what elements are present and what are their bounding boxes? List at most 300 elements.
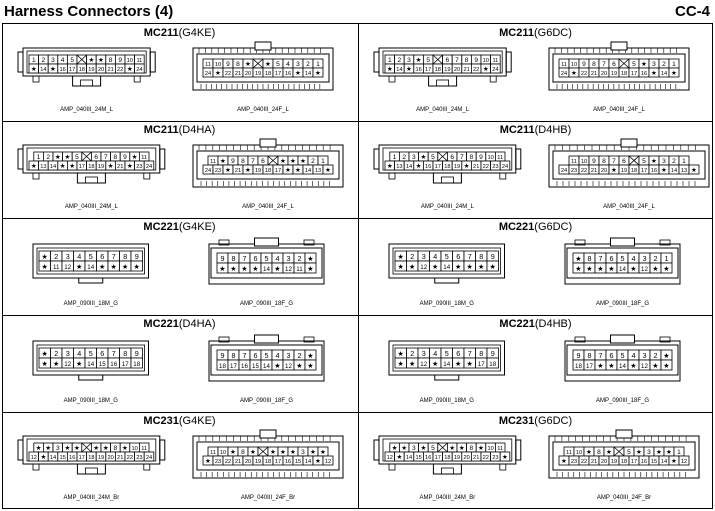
pin-cell <box>634 447 644 456</box>
pin-cell <box>559 165 569 174</box>
pin-cell <box>418 251 430 261</box>
pin-label: 15 <box>415 454 422 461</box>
connector-drawing <box>371 40 514 98</box>
pin-label: ★ <box>432 261 439 271</box>
connector-drawing <box>559 234 686 292</box>
pin-cell <box>283 263 294 273</box>
pin-label: 14 <box>263 362 270 370</box>
pin-cell <box>589 165 599 174</box>
pin-cell <box>67 55 77 64</box>
pin-cell <box>395 452 405 461</box>
pin-cell <box>443 64 453 73</box>
pin-cell <box>74 251 86 261</box>
pin-label: 17 <box>630 458 638 465</box>
pin-label: ★ <box>205 457 211 465</box>
pin-cell <box>433 64 443 73</box>
connector-drawing <box>25 234 157 292</box>
pin-cell <box>53 443 63 452</box>
pin-label: ★ <box>41 261 48 271</box>
pin-cell <box>629 59 639 68</box>
pin-cell <box>629 68 639 77</box>
pin-cell <box>115 161 125 170</box>
pin-cell <box>395 261 407 271</box>
pin-cell <box>63 152 73 161</box>
pin-cell <box>228 350 239 360</box>
pin-cell <box>390 443 400 452</box>
pin-label: ★ <box>41 358 48 368</box>
connector-drawing <box>189 40 337 98</box>
pin-cell <box>689 165 699 174</box>
pin-label: ★ <box>307 253 314 263</box>
female-connector <box>545 137 712 200</box>
pin-label: 4 <box>433 348 438 358</box>
pin-cell <box>669 456 679 465</box>
pin-label: 20 <box>453 66 461 73</box>
pin-cell <box>58 55 68 64</box>
pin-cell <box>486 152 496 161</box>
connector-drawing <box>189 137 347 195</box>
pin-label: 20 <box>97 66 105 73</box>
pin-label: 12 <box>285 362 292 370</box>
pin-cell <box>464 251 476 261</box>
pin-cell <box>467 443 477 452</box>
pin-label: 20 <box>463 454 470 461</box>
pin-label: 3 <box>421 348 426 358</box>
pin-label: ★ <box>652 263 659 273</box>
pin-cell <box>619 165 629 174</box>
pin-label: ★ <box>482 65 489 73</box>
pin-label: 12 <box>420 263 428 271</box>
pin-label: ★ <box>415 56 422 64</box>
pin-label: ★ <box>396 453 403 461</box>
pin-label: 7 <box>467 251 472 261</box>
pin-label: 16 <box>110 360 118 368</box>
connector-drawing <box>545 40 693 98</box>
pin-label: 1 <box>321 157 325 165</box>
pin-cell <box>139 152 149 161</box>
pin-cell <box>125 161 135 170</box>
connector-code: MC231 <box>498 415 535 427</box>
pin-label: 3 <box>642 253 647 263</box>
pin-cell <box>649 456 659 465</box>
pin-cell <box>659 156 669 165</box>
pin-cell <box>609 68 619 77</box>
pin-label: ★ <box>502 453 508 461</box>
pin-cell <box>87 64 97 73</box>
pin-cell <box>217 360 228 370</box>
pin-cell <box>452 161 462 170</box>
pin-label: ★ <box>107 162 114 170</box>
engine-variant: (G6DC) <box>533 27 572 39</box>
pin-cell <box>323 456 333 465</box>
pin-cell <box>74 358 86 368</box>
pin-cell <box>573 350 584 360</box>
pin-cell <box>97 261 109 271</box>
connector-part-label: AMP_090III_18F_G <box>595 398 650 404</box>
pin-cell <box>273 59 283 68</box>
pin-cell <box>395 55 405 64</box>
pin-cell <box>481 161 491 170</box>
pin-label: 8 <box>587 253 592 263</box>
panel-title <box>359 415 712 427</box>
pin-cell <box>409 152 419 161</box>
pin-label: 10 <box>580 158 588 165</box>
pin-cell <box>85 251 97 261</box>
pin-cell <box>250 360 261 370</box>
pin-label: 14 <box>660 70 668 77</box>
pin-label: 19 <box>254 458 262 465</box>
pin-cell <box>253 68 263 77</box>
pin-label: 21 <box>234 70 242 77</box>
pin-label: 6 <box>456 348 461 358</box>
pin-cell <box>318 447 328 456</box>
pin-label: 5 <box>276 60 280 68</box>
pin-label: 11 <box>492 57 499 64</box>
pin-label: 22 <box>224 458 232 465</box>
pin-label: ★ <box>663 350 670 360</box>
male-connector <box>371 428 524 491</box>
connector-drawing <box>25 331 157 389</box>
pin-label: 9 <box>220 350 225 360</box>
connector-panel <box>359 412 712 508</box>
pin-cell <box>606 350 617 360</box>
pin-cell <box>120 348 132 358</box>
pin-cell <box>649 59 659 68</box>
pin-cell <box>243 165 253 174</box>
pin-label: 3 <box>662 157 666 165</box>
pin-cell <box>308 447 318 456</box>
male-connector <box>25 331 157 394</box>
pin-label: 8 <box>469 153 474 161</box>
pin-cell <box>217 350 228 360</box>
pin-label: 17 <box>425 66 432 73</box>
engine-variant: (G4KE) <box>178 221 216 233</box>
pin-cell <box>108 261 120 271</box>
pin-cell <box>491 161 501 170</box>
pin-cell <box>395 358 407 368</box>
pin-label: 8 <box>587 350 592 360</box>
pin-label: 11 <box>205 61 211 68</box>
connector-code: MC211 <box>143 124 179 136</box>
pin-label: 3 <box>51 56 55 64</box>
pin-cell <box>385 55 395 64</box>
pin-cell <box>453 261 465 271</box>
pin-cell <box>51 261 63 271</box>
pin-label: 23 <box>136 163 143 170</box>
pin-label: 3 <box>642 350 647 360</box>
pin-label: 22 <box>482 454 489 461</box>
panel-title <box>3 415 356 427</box>
pin-cell <box>272 253 283 263</box>
pin-label: 14 <box>49 454 57 461</box>
pin-label: 18 <box>88 454 95 461</box>
pin-cell <box>661 263 672 273</box>
pin-cell <box>120 251 132 261</box>
connector-panel <box>359 24 712 120</box>
pin-cell <box>144 161 154 170</box>
pin-label: ★ <box>35 444 42 452</box>
pin-label: 14 <box>87 263 95 271</box>
pin-cell <box>258 156 268 165</box>
pin-label: 19 <box>97 163 105 170</box>
pin-label: 2 <box>297 350 302 360</box>
pin-cell <box>213 59 223 68</box>
pin-cell <box>120 261 132 271</box>
pin-label: 1 <box>672 60 676 68</box>
pin-label: ★ <box>597 263 604 273</box>
pin-cell <box>239 263 250 273</box>
pin-label: 15 <box>59 454 66 461</box>
pin-cell <box>639 263 650 273</box>
pin-cell <box>39 251 51 261</box>
pin-cell <box>404 161 414 170</box>
male-connector <box>15 137 168 200</box>
pin-label: ★ <box>280 157 286 165</box>
pin-label: 6 <box>456 251 461 261</box>
pin-cell <box>208 447 218 456</box>
pin-cell <box>48 161 58 170</box>
pin-label: ★ <box>64 444 71 452</box>
pin-label: 2 <box>311 157 315 165</box>
pin-cell <box>619 68 629 77</box>
pin-cell <box>248 156 258 165</box>
pin-cell <box>457 443 467 452</box>
pin-label: 14 <box>304 70 312 77</box>
connector-drawing <box>15 428 168 486</box>
connector-part-label: AMP_040III_24M_L <box>64 204 118 210</box>
pin-label: ★ <box>458 444 465 452</box>
connector-part-label: AMP_090III_18M_G <box>63 398 118 404</box>
panel-title <box>359 27 712 39</box>
pin-cell <box>39 64 49 73</box>
pin-cell <box>443 55 453 64</box>
pin-label: 6 <box>100 251 105 261</box>
pin-label: 19 <box>610 458 618 465</box>
pin-cell <box>599 456 609 465</box>
pin-cell <box>74 348 86 358</box>
pin-label: 20 <box>600 458 608 465</box>
pin-cell <box>233 59 243 68</box>
connector-drawing <box>15 40 158 98</box>
pin-label: 2 <box>397 56 402 64</box>
pin-label: ★ <box>663 360 670 370</box>
panel-title <box>3 27 356 39</box>
pin-label: 21 <box>234 167 242 174</box>
pin-cell <box>481 64 491 73</box>
pin-label: 6 <box>450 153 455 161</box>
pin-cell <box>283 68 293 77</box>
pin-cell <box>471 161 481 170</box>
pin-cell <box>120 358 132 368</box>
pin-label: 19 <box>453 454 461 461</box>
pin-cell <box>395 64 405 73</box>
pin-cell <box>77 452 87 461</box>
connector-part-label: AMP_090III_18M_G <box>63 301 118 307</box>
pin-label: ★ <box>310 448 316 456</box>
pin-cell <box>569 165 579 174</box>
pin-cell <box>629 165 639 174</box>
pin-cell <box>273 68 283 77</box>
pin-cell <box>298 156 308 165</box>
pin-label: 21 <box>473 454 480 461</box>
pin-label: 4 <box>275 350 280 360</box>
pin-label: ★ <box>397 348 404 358</box>
pin-label: ★ <box>489 261 496 271</box>
pin-cell <box>253 165 263 174</box>
pin-label: 3 <box>647 448 651 456</box>
pin-label: 2 <box>662 60 666 68</box>
pin-label: 19 <box>97 454 105 461</box>
pin-cell <box>659 456 669 465</box>
pin-label: 22 <box>126 454 133 461</box>
pin-cell <box>661 350 672 360</box>
pin-label: 18 <box>264 458 272 465</box>
pin-cell <box>72 443 82 452</box>
pin-cell <box>414 64 424 73</box>
pin-cell <box>130 152 140 161</box>
pin-label: 14 <box>405 454 413 461</box>
pin-cell <box>423 161 433 170</box>
pin-cell <box>419 443 429 452</box>
pin-label: 5 <box>264 350 269 360</box>
pin-label: ★ <box>608 360 615 370</box>
pin-label: 8 <box>108 56 113 64</box>
male-connector <box>371 40 514 103</box>
pin-cell <box>569 456 579 465</box>
pin-label: ★ <box>325 166 331 174</box>
pin-cell <box>29 64 39 73</box>
pin-cell <box>407 348 419 358</box>
pin-cell <box>261 263 272 273</box>
pin-label: 18 <box>444 163 451 170</box>
pin-cell <box>43 443 53 452</box>
pin-label: 12 <box>64 263 72 271</box>
pin-label: 17 <box>230 362 237 370</box>
pin-label: 16 <box>415 66 422 73</box>
pin-label: ★ <box>606 448 612 456</box>
pin-label: 24 <box>204 70 212 77</box>
pin-cell <box>77 161 87 170</box>
pin-label: 1 <box>36 153 41 161</box>
pin-cell <box>85 261 97 271</box>
key-divider <box>258 447 268 456</box>
pin-label: 24 <box>501 163 509 170</box>
pin-label: ★ <box>110 261 117 271</box>
pin-label: 24 <box>145 163 153 170</box>
pin-cell <box>433 452 443 461</box>
pin-label: 14 <box>304 167 312 174</box>
connector-part-label: AMP_040III_24F_Br <box>596 495 652 501</box>
pin-label: 8 <box>123 251 128 261</box>
pin-cell <box>213 165 223 174</box>
male-connector <box>381 331 513 394</box>
pin-cell <box>589 456 599 465</box>
connector-panel <box>3 24 356 120</box>
pin-cell <box>263 456 273 465</box>
male-connector <box>381 234 513 297</box>
pin-label: 5 <box>444 251 449 261</box>
pin-label: 7 <box>103 153 108 161</box>
pin-label: 21 <box>463 66 470 73</box>
pin-label: 22 <box>473 66 480 73</box>
pin-label: ★ <box>656 448 662 456</box>
connector-part-label: AMP_040III_24F_L <box>603 204 655 210</box>
pin-label: ★ <box>274 263 281 273</box>
pin-label: 15 <box>650 458 658 465</box>
pin-cell <box>125 64 135 73</box>
pin-label: 6 <box>94 153 99 161</box>
pin-label: 23 <box>492 454 499 461</box>
pin-cell <box>125 452 135 461</box>
pin-cell <box>261 253 272 263</box>
pin-cell <box>313 59 323 68</box>
pin-cell <box>283 456 293 465</box>
connector-code: MC211 <box>499 27 534 39</box>
pin-cell <box>430 348 442 358</box>
pin-cell <box>407 251 419 261</box>
pin-cell <box>208 156 218 165</box>
pin-label: ★ <box>74 444 80 452</box>
pin-label: 16 <box>425 163 432 170</box>
pin-label: 22 <box>224 70 232 77</box>
pin-cell <box>579 456 589 465</box>
pin-cell <box>96 161 106 170</box>
pin-cell <box>409 443 419 452</box>
pin-cell <box>428 152 438 161</box>
pin-label: ★ <box>466 358 473 368</box>
pin-label: 19 <box>254 70 262 77</box>
pin-cell <box>130 443 140 452</box>
connector-code: MC211 <box>499 124 535 136</box>
pin-cell <box>51 358 63 368</box>
pin-label: 15 <box>252 362 259 370</box>
pin-cell <box>664 447 674 456</box>
pin-label: ★ <box>455 261 462 271</box>
panel-title <box>359 124 712 136</box>
pin-cell <box>457 152 467 161</box>
pin-label: 10 <box>487 445 494 452</box>
pin-label: 12 <box>386 454 393 461</box>
pin-label: 16 <box>59 66 66 73</box>
pin-cell <box>97 348 109 358</box>
pin-label: ★ <box>307 350 314 360</box>
pin-cell <box>481 55 491 64</box>
pin-cell <box>574 447 584 456</box>
pin-cell <box>629 456 639 465</box>
pin-label: 20 <box>244 70 252 77</box>
pin-cell <box>669 68 679 77</box>
pin-cell <box>395 348 407 358</box>
connector-part-label: AMP_040III_24F_L <box>237 107 289 113</box>
pin-label: ★ <box>397 251 404 261</box>
pin-label: 16 <box>241 362 248 370</box>
pin-label: 6 <box>253 253 258 263</box>
pin-cell <box>659 165 669 174</box>
pin-label: 22 <box>580 167 588 174</box>
pin-label: ★ <box>630 360 637 370</box>
pin-label: ★ <box>69 162 76 170</box>
pin-label: 2 <box>41 56 46 64</box>
pin-cell <box>639 59 649 68</box>
pin-cell <box>233 68 243 77</box>
female-connector <box>559 331 686 394</box>
pin-cell <box>433 161 443 170</box>
pin-label: ★ <box>432 358 439 368</box>
pin-cell <box>559 68 569 77</box>
pin-label: ★ <box>241 263 248 273</box>
pin-cell <box>74 261 86 271</box>
pin-cell <box>476 348 488 358</box>
